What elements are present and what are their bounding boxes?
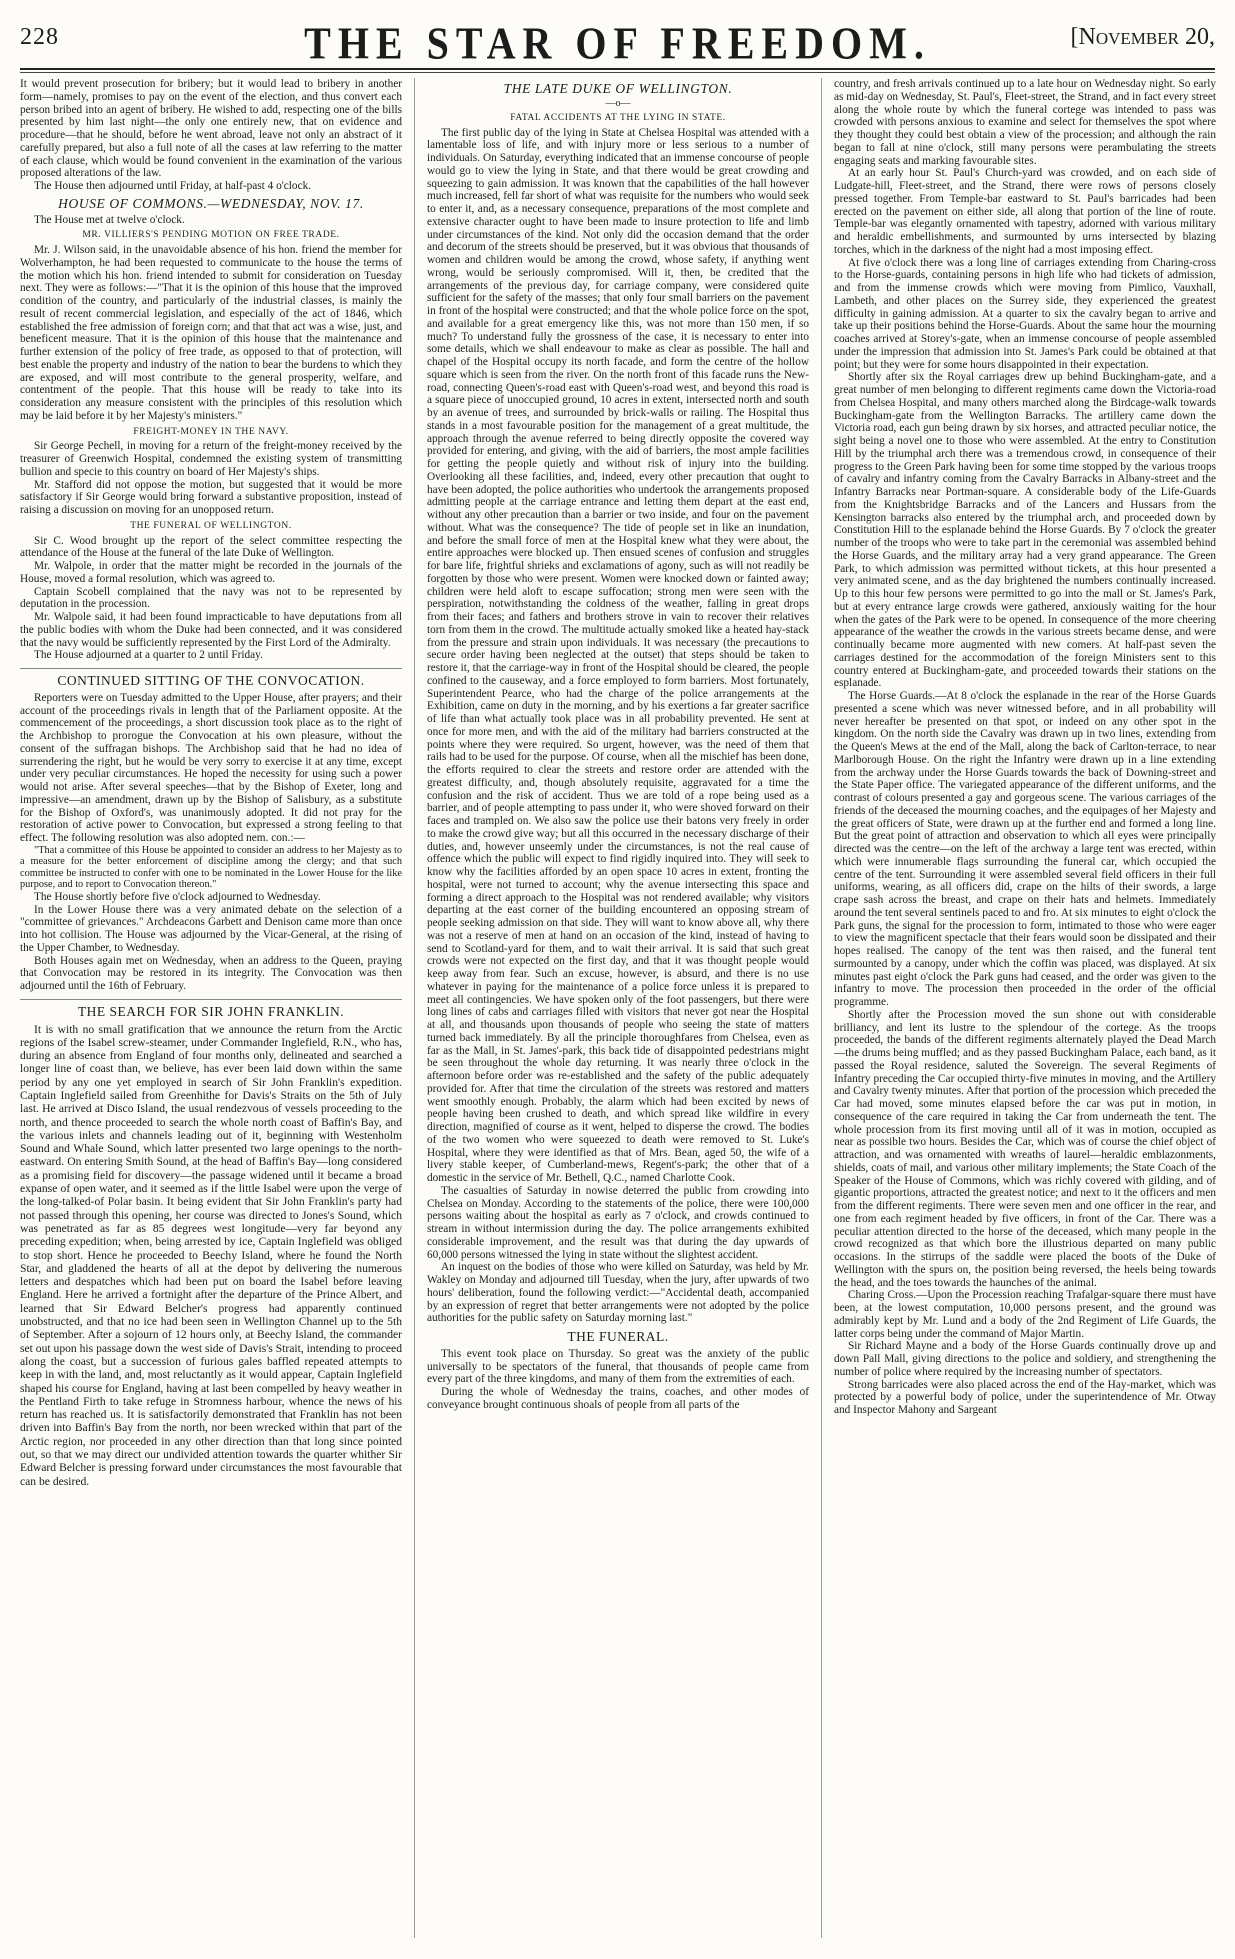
page-number: 228 — [20, 24, 59, 50]
article-paragraph: An inquest on the bodies of those who were killed on Saturday, was held by Mr. Wakley on Monday and adjourned till Tuesday, when the jury, after upwards of two hours' deliberation, found the following verdict:—"Accidental death, accompanied by an expression of regret that better arrangements were not adopted by the police authorities for the public safety on Saturday morning last." — [427, 1261, 809, 1325]
article-paragraph: The first public day of the lying in State at Chelsea Hospital was attended with a lamentable loss of life, and with injury more or less serious to a number of individuals. On Saturday, everything indicated that an immense concourse of people would go to view the lying in State, and that there would be great crowding and squeezing to gain admission. It was known that the capabilities of the hall however much increased, fell far short of what was requisite for the numbers who would seek to enter it, and, as a necessary consequence, preparations of the most complete and extensive character ought to have been made to insure protection to life and limb under circumstances of the kind. Not only did the occasion demand that the order and decorum of the streets should be preserved, but it was obvious that thousands of women and children would be among the crowd, whose safety, if anything went wrong, would be seriously compromised. Will it, then, be credited that the arrangements of the previous day, for carriage company, were considered quite sufficient for the safety of the masses; that only four small barriers on the pavement in front of the hospital were constructed; and that the whole police force on the spot, and available for a great emergency like this, was not more than 150 men, if so much? To understand fully the grossness of the case, it is necessary to enter into some details, which we shall endeavour to make as clear as possible. The hall and chapel of the Hospital occupy its north facade, and form the centre of the hollow square which is seen from the river. On the north front of this facade runs the New-road, connecting Queen's-road east with Queen's-road west, and beyond this road is a square piece of unoccupied ground, 10 acres in extent, intersected north and south by an avenue of trees, and surrounded by brick-walls or railing. The Hospital thus stands in a most favourable position for the management of a great multitude, the approach through the avenue referred to being directly opposite the covered way provided for entering, and giving, with the aid of barriers, the most ample facilities for getting the people quietly and without risk of injury into the building. Overlooking all these facilities, and, indeed, every other precaution that ought to have been adopted, the police authorities who undertook the arrangements proposed admitting people at the carriage entrance and letting them depart at the east end, without any other precaution than a barrier or two inside, and four on the pavement without. What was the consequence? The tide of people set in like an inundation, and before the small force of men at the Hospital knew what they were about, the entire approaches were blocked up. Then ensued scenes of confusion and struggles for bare life, frightful shrieks and exclamations of agony, such as will not readily be forgotten by those who were present. Women were knocked down or fainted away; children were held aloft to escape suffocation; strong men were seen with the perspiration, notwithstanding the coldness of the weather, falling in great drops from their faces; and fathers and brothers strove in vain to recover their relatives torn from them in the crowd. The multitude actually smoked like a heated hay-stack from the pressure and strain upon individuals. It was necessary (the precautions to secure order having been neglected at the outset) that steps should be taken to restore it, that the carriage-way in front of the Hospital should be cleared, the people confined to the causeway, and a force employed to form barriers. Most fortunately, Superintendent Pearce, who had the charge of the police arrangements at the Exhibition, came on duty in the morning, and by his exertions a far greater sacrifice of life than what actually took place was in all probability prevented. He sent at once for more men, and with the aid of the military had barriers constructed at the points where they were required. So urgent, however, was the need of them that rails had to be used for the purpose. Of course, when all the mischief has been done, the efforts required to clear the streets and restore order are attended with the greatest difficulty, and, though absolutely requisite, aggravated for a time the confusion and the risk of accident. Thus we are told of a rope being used as a barrier, and of people attempting to pass under it, who were shoved forward on their faces and trampled on. We also saw the police use their batons very freely in order to make the crowd give way; but all this occurred in the necessary discharge of their duties, and, however unseemly under the circumstances, is not the real cause of offence which the public will expect to find rigidly inquired into. They will seek to know why the facilities afforded by an open space 10 acres in extent, fronting the hospital, were not turned to account; why the avenue intersecting this space and forming a direct approach to the Hospital was not rendered available; why visitors departing at the east corner of the building encountered an opposing stream of people seeking admission on that side. They will want to know above all, why there was not a reserve of men at hand on an occasion of the kind, instead of having to send to Scotland-yard for them, and to wait their arrival. It is said that such great crowds were not expected on the first day, and that it was thought people would keep away from fear. Such an excuse, however, is absurd, and there is no use whatever in paying for the maintenance of a police force unless it is prepared to meet all contingencies. We have spoken only of the foot passengers, but there were long lines of cabs and carriages filled with visitors that never got near the Hospital at all, and thousands upon thousands of people who seeing the state of matters turned back immediately. By all the principle thoroughfares from Chelsea, even as far as the Mall, in St. James'-park, this back tide of disappointed pedestrians might be seen throughout the whole day returning. It was nearly three o'clock in the afternoon before order was re-established and the safety of the public adequately provided for. After that time the circulation of the streets was restored and matters went smoothly enough. Probably, the alarm which had been excited by news of people having been crushed to death, and which spread like wildfire in every direction, magnified of course as it went, helped to disperse the crowd. The bodies of the two women who were squeezed to death were removed to St. Luke's Hospital, where they were identified as that of Mrs. Bean, aged 50, the wife of a livery stable keeper, of Cumberland-mews, Regent's-park; the other that of a domestic in the service of Mr. Bethell, Q.C., named Charlotte Cook. — [427, 126, 809, 1184]
article-paragraph: The Horse Guards.—At 8 o'clock the esplanade in the rear of the Horse Guards presented a scene which was never witnessed before, and in all probability will never hereafter be presented on that spot, or indeed on any other spot in the kingdom. On the north side the Cavalry was drawn up in two lines, extending from the Queen's Mews at the end of the Mall, along the back of Carlton-terrace, to near Marlborough House. On the right the Infantry were drawn up in a line extending from the archway under the Horse Guards towards the back of Downing-street and the State Paper office. The variegated appearance of the different uniforms, and the contrast of colours presented a gay and gorgeous scene. The various carriages of the friends of the deceased the mourning coaches, and the equipages of her Majesty and the great officers of State, were drawn up at the further end and formed a long line. But the great point of attraction and observation to which all eyes were principally directed was the centre—on the left of the archway a large tent was erected, within which were innumerable flags surrounding the funeral car, which occupied the centre of the tent. Surrounding it were assembled several field officers in their full uniforms, wearing, as all officers did, crape on the hilts of their swords, a large crape sash across the breast, and crape on their hats and helmets. Immediately around the tent several sentinels paced to and fro. At six minutes to eight o'clock the Park guns, the signal for the procession to form, intimated to those who were eager to view the magnificent spectacle that their fears would soon be dissipated and their hopes realised. The canopy of the tent was then raised, and the funeral tent surmounted by a canopy, under which the coffin was placed, was displayed. At six minutes past eight o'clock the Park guns had ceased, and the order was given to the infantry to move. The procession then proceeded in the order of the official programme. — [834, 690, 1216, 1008]
quoted-resolution: "That a committee of this House be appointed to consider an address to her Majesty as to a measure for the better enforcement of discipline among the clergy; and that such committee be instructed to confer with one to be nominated in the Lower House for the like purpose, and to report to Convocation thereon." — [20, 844, 402, 891]
article-paragraph: country, and fresh arrivals continued up to a late hour on Wednesday night. So early as mid-day on Wednesday, St. Paul's, Fleet-street, the Strand, and in fact every street along the whole route by which the funeral cortege was intended to pass was crowded with persons anxious to examine and select for themselves the spot where they thought they could best obtain a view of the procession; and although the rain began to fall at nine o'clock, still many persons were perambulating the streets engaging seats and marking favourable sites. — [834, 78, 1216, 167]
article-separator — [20, 668, 402, 669]
subheading-villiers-motion: MR. VILLIERS'S PENDING MOTION ON FREE TRADE. — [82, 230, 340, 241]
column-1 — [20, 78, 402, 1948]
column-2 — [427, 78, 809, 1948]
article-paragraph: The House then adjourned until Friday, at half-past 4 o'clock. — [34, 180, 312, 192]
article-paragraph: The casualties of Saturday in nowise deterred the public from crowding into Chelsea on Monday. According to the statements of the police, there were 100,000 persons waiting about the hospital as early as 7 o'clock, and crowds continued to stream in without intermission during the day. The police arrangements exhibited considerable improvement, and the result was that during the day upwards of 60,000 persons witnessed the lying in state without the slightest accident. — [427, 1184, 809, 1261]
masthead — [20, 16, 1215, 69]
section-heading-commons: HOUSE OF COMMONS.—WEDNESDAY, NOV. 17. — [58, 195, 364, 211]
article-paragraph: Sir George Pechell, in moving for a return of the freight-money received by the treasurer of Greenwich Hospital, condemned the existing system of transmitting bullion and specie to this country on board of Her Majesty's ships. — [20, 440, 402, 478]
heading-the-funeral: THE FUNERAL. — [567, 1329, 669, 1344]
masthead-rule-thin — [20, 72, 1215, 73]
article-paragraph: Mr. Walpole said, it had been found impracticable to have deputations from all the public bodies with whom the Duke had been connected, and it was considered that the navy would be sufficiently represented by the First Lord of the Admiralty. — [20, 611, 402, 649]
article-paragraph: Shortly after six the Royal carriages drew up behind Buckingham-gate, and a great number of men belonging to different regiments came down the Victoria-road from Chelsea Hospital, and many others marched along the Birdcage-walk towards Buckingham-gate from the Wellington Barracks. The artillery came down the Victoria road, each gun being drawn by six horses, and attracted peculiar notice, the sight being a novel one to those who were assembled. At the entry to Constitution Hill by the triumphal arch there was a tremendous crowd, in consequence of their progress to the Green Park having been for some time stopped by the various troops of cavalry and infantry coming from the Cavalry Barracks in Albany-street and the Infantry Barracks near Portman-square. A considerable body of the Life-Guards from the Knightsbridge Barracks and of the Lancers and Hussars from the Kensington barracks also entered by the triumphal arch, and proceeded down by Constitution Hill to the esplanade behind the Horse Guards. By 7 o'clock the greater number of the troops who were to take part in the ceremonial was assembled behind the Horse Guards, and the military array had a very grand appearance. The Green Park, to which admission was permitted without tickets, at this hour presented a very animated scene, and as the day brightened the numbers continually increased. Up to this hour few persons were permitted to go into the mall or St. James's Park, but at every entrance large crowds were gathered, anxiously waiting for the hour when the gates of the Park were to be opened. In consequence of the more cheering appearance of the weather the crowds in the various streets became dense, and were continually became more augmented with new comers. At half-past seven the carriages destined for the accommodation of the foreign Ministers sent to this country entered at Buckingham-gate, and proceeded towards their stations on the esplanade. — [834, 371, 1216, 690]
article-paragraph: Shortly after the Procession moved the sun shone out with considerable brilliancy, and lent its lustre to the splendour of the cortege. As the troops proceeded, the bands of the different regiments alternately played the Dead March—the drums being muffled; and as they passed Buckingham Palace, each band, as it passed the Royal residence, saluted the Sovereign. The several Regiments of Infantry preceding the Car occupied thirty-five minutes in moving, and the Artillery and Cavalry twenty minutes. After that portion of the procession which preceded the Car had moved, some minutes elapsed before the car was put in motion, in consequence of the care required in taking the Car from underneath the tent. The whole procession from its first moving until all of it was in motion, occupied as near as possible two hours. Besides the Car, which was of course the chief object of attraction, and was ornamented with wreaths of laurel—heraldic emblazonments, shields, coats of mail, and various other military implements; the State Coach of the Speaker of the House of Commons, which was richly covered with gilding, and of gigantic proportions, attracted the greatest notice; and next to it the officers and men from the different regiments. There were seven men and one officer in the rear, and one from each regiment headed by five officers, in front of the Car. There was a peculiar attention directed to the horse of the deceased, which many people in the crowd recognized as that which bore the illustrious departed on many public occasions. In the stirrups of the saddle were placed the boots of the Duke of Wellington with the spurs on, the position being reversed, the heels being towards the head, and the toes towards the haunches of the animal. — [834, 1008, 1216, 1289]
article-paragraph: Strong barricades were also placed across the end of the Hay-market, which was protected by a powerful body of police, under the superintendence of Mr. Otway and Inspector Mahony and Sargeant — [834, 1378, 1216, 1416]
article-paragraph: In the Lower House there was a very animated debate on the selection of a "committee of grievances." Archdeacons Garbett and Denison came more than once into hot collision. The House was adjourned by the Vicar-General, at the rising of the Upper Chamber, to Wednesday. — [20, 903, 402, 954]
article-paragraph: This event took place on Thursday. So great was the anxiety of the public universally to be spectators of the funeral, that thousands of people came from every part of the three kingdoms, and many of them from the extremities of each. — [427, 1347, 809, 1386]
article-paragraph: At five o'clock there was a long line of carriages extending from Charing-cross to the Horse-guards, containing persons in high life who had tickets of admission, and from the immense crowds which were moving from Pimlico, Vauxhall, Lambeth, and other places on the Surrey side, they experienced the greatest difficulty in gaining admission. At a quarter to six the cavalry began to arrive and take up their positions behind the Horse-Guards. About the same hour the mourning coaches arrived at Storey's-gate, when an immense concourse of people assembled under the impression that admission into St. James's Park could be obtained at that point; but they were for some hours disappointed in their expectation. — [834, 256, 1216, 371]
article-paragraph: Sir C. Wood brought up the report of the select committee respecting the attendance of the House at the funeral of the late Duke of Wellington. — [20, 534, 402, 560]
issue-date: [November 20, — [1070, 24, 1215, 50]
masthead-rule — [20, 68, 1215, 70]
article-paragraph: At an early hour St. Paul's Church-yard was crowded, and on each side of Ludgate-hill, Fleet-street, and the Strand, there were rows of persons closely pressed together. From Temple-bar eastward to St. Paul's barricades had been erected on the pavement on either side, all along that portion of the line of route. Temple-bar was elegantly ornamented with tapestry, adorned with various military and heraldic embellishments, and surmounted by urns intersected by blazing torches, which in the darkness of the night had a most imposing effect. — [834, 167, 1216, 256]
article-paragraph: The House adjourned at a quarter to 2 until Friday. — [34, 649, 263, 662]
subheading-freight-money: FREIGHT-MONEY IN THE NAVY. — [133, 426, 289, 437]
article-paragraph: It is with no small gratification that we announce the return from the Arctic regions of the Isabel screw-steamer, under Commander Inglefield, R.N., who has, during an absence from England of four months only, delineated and searched a longer line of coast than, we believe, has ever been laid down within the same period by any one yet employed in search of Sir John Franklin's expedition. Captain Inglefield sailed from Greenhithe for Davis's Straits on the 5th of July last. He arrived at Disco Island, the usual rendezvous of vessels proceeding to the north, and thence proceeded to search the whole north coast of Baffin's Bay, and the various inlets and channels leading out of it, beginning with Westenholm Sound and Whale Sound, which latter presented two large openings to the north-eastward. On entering Smith Sound, at the head of Baffin's Bay—long considered as a promising field for discovery—the passage widened until it became a broad expanse of open water, and it seemed as if the little Isabel were upon the verge of the long-talked-of Polar basin. It being evident that Sir John Franklin's party had not passed through this opening, her course was directed to Jones's Sound, which was penetrated as far as 85 degrees west longitude—very far beyond any preceding expedition; when, being arrested by ice, Captain Inglefield was obliged to stop short. Hence he proceeded to Beechy Island, where he found the North Star, and gladdened the hearts of all at the depot by delivering the numerous letters and despatches which had been put on board the Isabel before leaving England. Here he arrived a fortnight after the departure of the Prince Albert, and learned that Sir Edward Belcher's progress had apparently continued unobstructed, and that no ice had been seen in Wellington Channel up to the 5th of September. After a sojourn of 12 hours only, at Beechy Island, the commander set out upon his passage down the west side of Davis's Strait, intending to proceed along the coast, but a succession of furious gales baffled repeated attempts to keep in with the land, and, most reluctantly as it would appear, Captain Inglefield shaped his course for England, having at last been compelled by heavy weather in the Pentland Firth to take refuge in Stromness harbour, whence the news of his return has reached us. It is satisfactorily demonstrated that Franklin has not been driven into Baffin's Bay from the north, nor been wrecked within that part of the Arctic region, nor proceeded in any other direction than that long since pointed out, so that we may direct our undivided attention towards the quarter whither Sir Edward Belcher is pressing forward under circumstances the most favourable that can be desired. — [20, 1022, 402, 1488]
article-separator — [20, 999, 402, 1000]
article-paragraph: Captain Scobell complained that the navy was not to be represented by deputation in the procession. — [20, 585, 402, 611]
heading-franklin: THE SEARCH FOR SIR JOHN FRANKLIN. — [77, 1003, 345, 1019]
article-paragraph: It would prevent prosecution for bribery; but it would lead to bribery in another form—namely, promises to pay on the event of the election, and thus convert each person bribed into an agent of bribery. He wished to add, respecting one of the bills presented by him last night—the only one entirely new, that on evidence and procedure—that he should, before he went abroad, leave not only an abstract of it carefully prepared, but also a full note of all the cases at law referring to the matter of each clause, which would be found convenient in the examination of the various proposed alterations of the law. — [20, 78, 402, 180]
column-3 — [834, 78, 1216, 1948]
heading-late-duke: THE LATE DUKE OF WELLINGTON. — [503, 81, 733, 96]
article-paragraph: Charing Cross.—Upon the Procession reaching Trafalgar-square there must have been, at the lowest computation, 10,000 persons present, and the ground was admirably kept by Mr. Lund and a body of the 2nd Regiment of Life Guards, the latter corps being under the command of Major Martin. — [834, 1289, 1216, 1340]
ornament-dash: —o— — [605, 97, 631, 109]
article-paragraph: Mr. Stafford did not oppose the motion, but suggested that it would be more satisfactory if Sir George would bring forward a substantive proposition, instead of raising a discussion on moving for an unopposed return. — [20, 478, 402, 516]
article-paragraph: Mr. J. Wilson said, in the unavoidable absence of his hon. friend the member for Wolverhampton, he had been requested to communicate to the house the terms of the motion which his hon. friend intended to submit for consideration on Tuesday next. They were as follows:—"That it is the opinion of this house that the improved condition of the country, and particularly of the industrial classes, is mainly the result of recent commercial legislation, and especially of the act of 1846, which established the free admission of foreign corn; and that that act was a wise, just, and beneficent measure. That it is the opinion of this house that the maintenance and further extension of the policy of free trade, as opposed to that of protection, will best enable the property and industry of the nation to bear the burdens to which they are exposed, and will most contribute to the general prosperity, welfare, and contentment of the people. That this house will be ready to take into its consideration any measure consistent with the principles of this resolution which may be laid before it by her Majesty's ministers." — [20, 244, 402, 422]
article-paragraph: The House met at twelve o'clock. — [34, 213, 185, 226]
article-paragraph: Reporters were on Tuesday admitted to the Upper House, after prayers; and their account of the proceedings rivals in length that of the Parliament opposite. At the commencement of the proceedings, a short discussion took place as to the right of the Archbishop to prorogue the Convocation at his own pleasure, without the consent of the suffragan bishops. The Archbishop said that he had no idea of surrendering the right, but he would be very sorry to exercise it at any time, except under very peculiar circumstances. He hoped the necessity for using such a power would not arise. After several speeches—that by the Bishop of Exeter, long and impressive—an amendment, drawn up by the Bishop of Salisbury, as a substitute for the Bishop of Oxford's, was unanimously adopted. It did not pray for the restoration of active power to Convocation, but expressed a strong feeling to that effect. The following resolution was also adopted nem. con.:— — [20, 691, 402, 844]
column-divider — [821, 78, 822, 1938]
newspaper-title: THE STAR OF FREEDOM. — [304, 17, 931, 69]
article-paragraph: During the whole of Wednesday the trains, coaches, and other modes of conveyance brought continuous shoals of people from all parts of the — [427, 1386, 809, 1411]
article-paragraph: The House shortly before five o'clock adjourned to Wednesday. — [34, 890, 321, 903]
article-paragraph: Mr. Walpole, in order that the matter might be recorded in the journals of the House, moved a formal resolution, which was agreed to. — [20, 560, 402, 585]
subheading-funeral-wellington: THE FUNERAL OF WELLINGTON. — [130, 520, 292, 531]
column-divider — [414, 78, 415, 1938]
article-paragraph: Both Houses again met on Wednesday, when an address to the Queen, praying that Convocation may be restored in its integrity. The Convocation was then adjourned until the 16th of February. — [20, 954, 402, 992]
heading-convocation: CONTINUED SITTING OF THE CONVOCATION. — [57, 673, 365, 688]
subheading-fatal-accidents: FATAL ACCIDENTS AT THE LYING IN STATE. — [510, 112, 726, 123]
article-paragraph: Sir Richard Mayne and a body of the Horse Guards continually drove up and down Pall Mall, giving directions to the police and soldiery, and strengthening the number of police where required by the increasing number of spectators. — [834, 1340, 1216, 1378]
